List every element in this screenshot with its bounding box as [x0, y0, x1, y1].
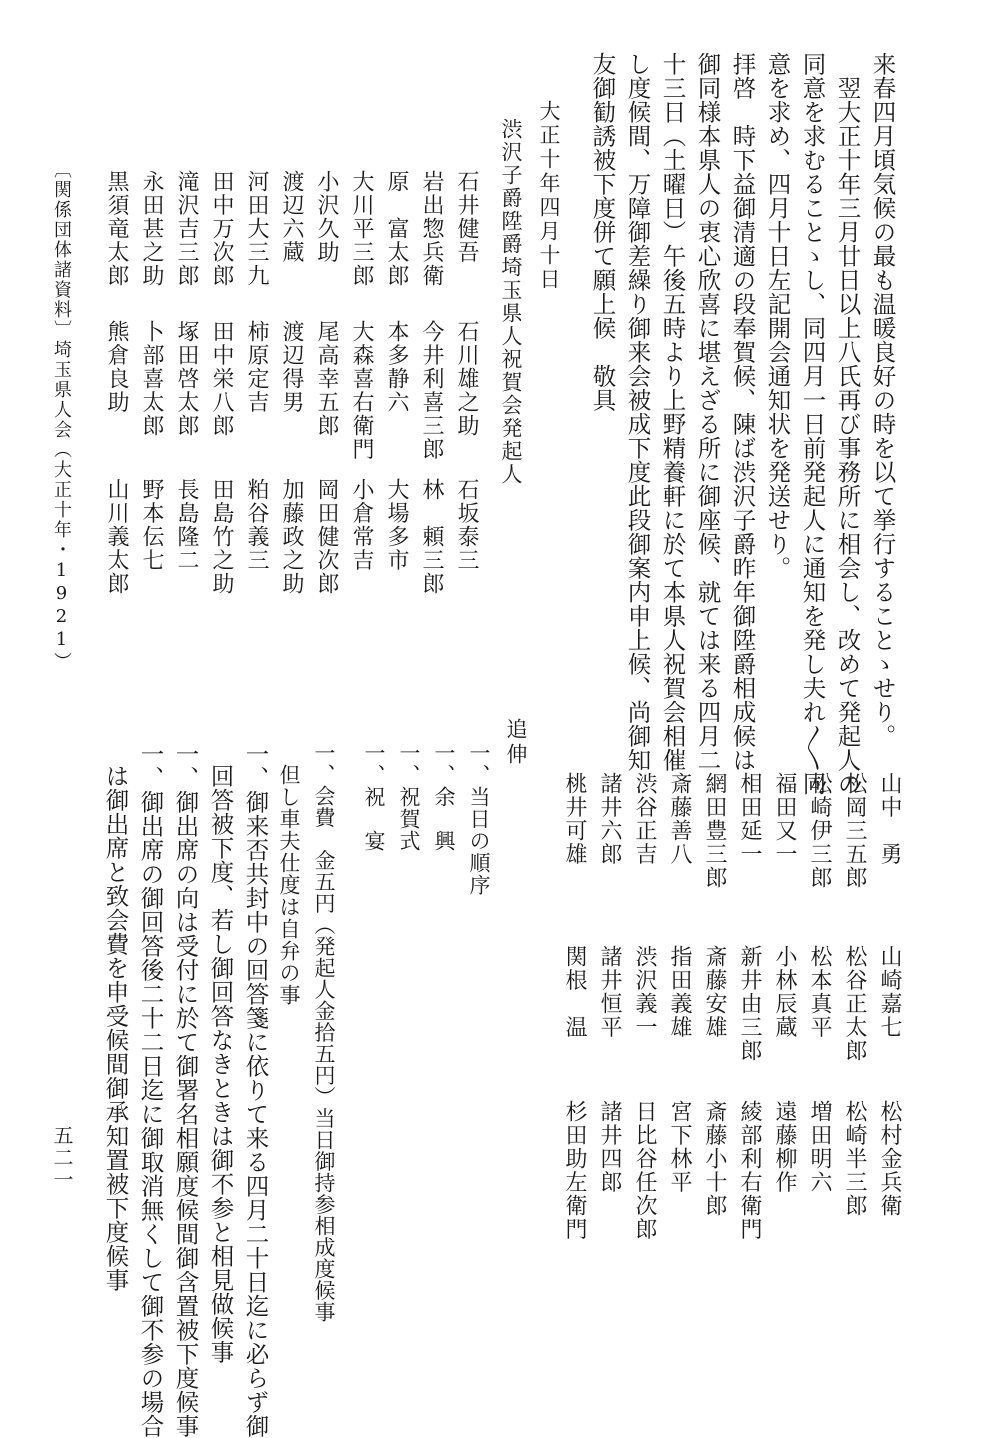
name-entry: 石川雄之助 — [454, 320, 479, 438]
name-entry: 遠藤柳作 — [772, 1100, 797, 1194]
name-entry: 大場多市 — [384, 478, 409, 572]
name-entry: 諸井四郎 — [597, 1100, 622, 1194]
name-entry: 粕谷義三 — [244, 478, 269, 572]
name-entry: 諸井恒平 — [597, 945, 622, 1039]
letter-line: 友御勧誘被下度併て願上候 敬具 — [588, 52, 617, 412]
postscript-line: 一、御来否共封中の回答箋に依りて来る四月二十日迄に必らず御 — [241, 742, 270, 1438]
name-entry: 滝沢吉三郎 — [174, 170, 199, 288]
letter-date: 大正十年四月十日 — [537, 100, 561, 292]
name-entry: 小倉常吉 — [349, 478, 374, 572]
source-label: 〔関係団体諸資料〕 — [51, 160, 72, 340]
name-entry: 小林辰蔵 — [772, 945, 797, 1039]
name-entry: 松崎伊三郎 — [807, 772, 832, 890]
name-entry: 増田明六 — [807, 1100, 832, 1194]
organizer-title: 渋沢子爵陞爵埼玉県人祝賀会発起人 — [499, 118, 523, 486]
name-entry: 原 富太郎 — [384, 170, 409, 288]
name-entry: 本多静六 — [384, 320, 409, 414]
name-entry: 永田甚之助 — [139, 170, 164, 288]
name-entry: 斎藤安雄 — [702, 945, 727, 1039]
name-entry: 野本伝七 — [139, 478, 164, 572]
name-entry: 今井利喜三郎 — [419, 320, 444, 461]
postscript-line: 但し車夫仕度は自弁の事 — [277, 764, 301, 1006]
name-entry: 岩出惣兵衛 — [419, 170, 444, 288]
name-entry: 長島隆二 — [174, 478, 199, 572]
name-entry: 柿原定吉 — [244, 320, 269, 414]
postscript-line: 一、祝賀式 — [397, 742, 421, 852]
name-entry: 松崎半三郎 — [842, 1100, 867, 1218]
intro-line: 意を求め、四月十日左記開会通知状を発送せり。 — [763, 52, 792, 580]
name-entry: 塚田啓太郎 — [174, 320, 199, 438]
letter-line: 御同様本県人の衷心欣喜に堪えざる所に御座候、就ては来る四月二 — [693, 52, 722, 772]
name-entry: 新井由三郎 — [737, 945, 762, 1063]
name-entry: 大森喜右衛門 — [349, 320, 374, 461]
name-entry: 渡辺六蔵 — [279, 170, 304, 264]
name-entry: 桃井可雄 — [562, 772, 587, 866]
letter-line: 拝啓 時下益御清適の段奉賀候、陳ば渋沢子爵昨年御陞爵相成候は — [728, 52, 757, 772]
name-entry: 河田大三九 — [244, 170, 269, 288]
name-entry: 田島竹之助 — [209, 478, 234, 596]
name-entry: 日比谷任次郎 — [632, 1100, 657, 1241]
postscript-line: 一、会費 金五円（発起人金拾五円）当日御持参相成度候事 — [312, 742, 336, 1323]
name-entry: 松村金兵衛 — [877, 1100, 902, 1218]
name-entry: 渋谷正吉 — [632, 772, 657, 866]
name-entry: 山中 勇 — [877, 772, 902, 866]
name-entry: 斎藤善八 — [667, 772, 692, 866]
name-entry: 松岡三五郎 — [842, 772, 867, 890]
name-entry: 石坂泰三 — [454, 478, 479, 572]
name-entry: 小沢久助 — [314, 170, 339, 264]
name-entry: 山川義太郎 — [104, 478, 129, 596]
name-entry: 黒須竜太郎 — [104, 170, 129, 288]
name-entry: 松谷正太郎 — [842, 945, 867, 1063]
postscript-line: 一、余 興 — [432, 742, 456, 852]
postscript-line: 一、祝 宴 — [362, 742, 386, 852]
name-entry: 関根 温 — [562, 945, 587, 1039]
name-entry: 諸井六郎 — [597, 772, 622, 866]
intro-line: 同意を求むることゝし、同四月一日前発起人に通知を発し夫れ〳〵同 — [798, 52, 827, 796]
postscript-line: 一、当日の順序 — [467, 742, 491, 896]
source-citation: 埼玉県人会（大正十年・1921） — [51, 340, 72, 672]
postscript-heading: 追伸 — [504, 718, 528, 768]
name-entry: 相田延一 — [737, 772, 762, 866]
name-entry: 林 頼三郎 — [419, 478, 444, 596]
name-entry: 渡辺得男 — [279, 320, 304, 414]
name-entry: 岡田健次郎 — [314, 478, 339, 596]
intro-line: 来春四月頃気候の最も温暖良好の時を以て挙行することゝせり。 — [868, 52, 897, 748]
name-entry: 熊倉良助 — [104, 320, 129, 414]
intro-line: 翌大正十年三月廿日以上八氏再び事務所に相会し、改めて発起人の — [833, 76, 862, 796]
name-entry: 石井健吾 — [454, 170, 479, 264]
name-entry: 田中栄八郎 — [209, 320, 234, 438]
name-entry: 宮下林平 — [667, 1100, 692, 1194]
name-entry: 指田義雄 — [667, 945, 692, 1039]
postscript-line: 一、御出席の御回答後二十二日迄に御取消無くして御不参の場合 — [136, 742, 165, 1438]
name-entry: 山崎嘉七 — [877, 945, 902, 1039]
letter-line: し度候間、万障御差繰り御来会被成下度此段御案内申上候、尚御知 — [623, 52, 652, 772]
letter-line: 十三日（土曜日）午後五時より上野精養軒に於て本県人祝賀会相催 — [658, 52, 687, 772]
name-entry: 尾高幸五郎 — [314, 320, 339, 438]
page-number: 五二一 — [50, 1125, 74, 1191]
postscript-line: は御出席と致会費を申受候間御承知置被下度候事 — [101, 764, 130, 1292]
name-entry: 大川平三郎 — [349, 170, 374, 288]
name-entry: 加藤政之助 — [279, 478, 304, 596]
postscript-line: 回答被下度、若し御回答なきときは御不参と相見做候事 — [206, 764, 235, 1364]
name-entry: 杉田助左衛門 — [562, 1100, 587, 1241]
name-entry: 福田又一 — [772, 772, 797, 866]
name-entry: 網田豊三郎 — [702, 772, 727, 890]
name-entry: 綾部利右衛門 — [737, 1100, 762, 1241]
name-entry: 田中万次郎 — [209, 170, 234, 288]
postscript-line: 一、御出席の向は受付に於て御署名相願度候間御含置被下度候事 — [171, 742, 200, 1438]
name-entry: 松本真平 — [807, 945, 832, 1039]
name-entry: 斎藤小十郎 — [702, 1100, 727, 1218]
name-entry: 渋沢義一 — [632, 945, 657, 1039]
name-entry: 卜部喜太郎 — [139, 320, 164, 438]
